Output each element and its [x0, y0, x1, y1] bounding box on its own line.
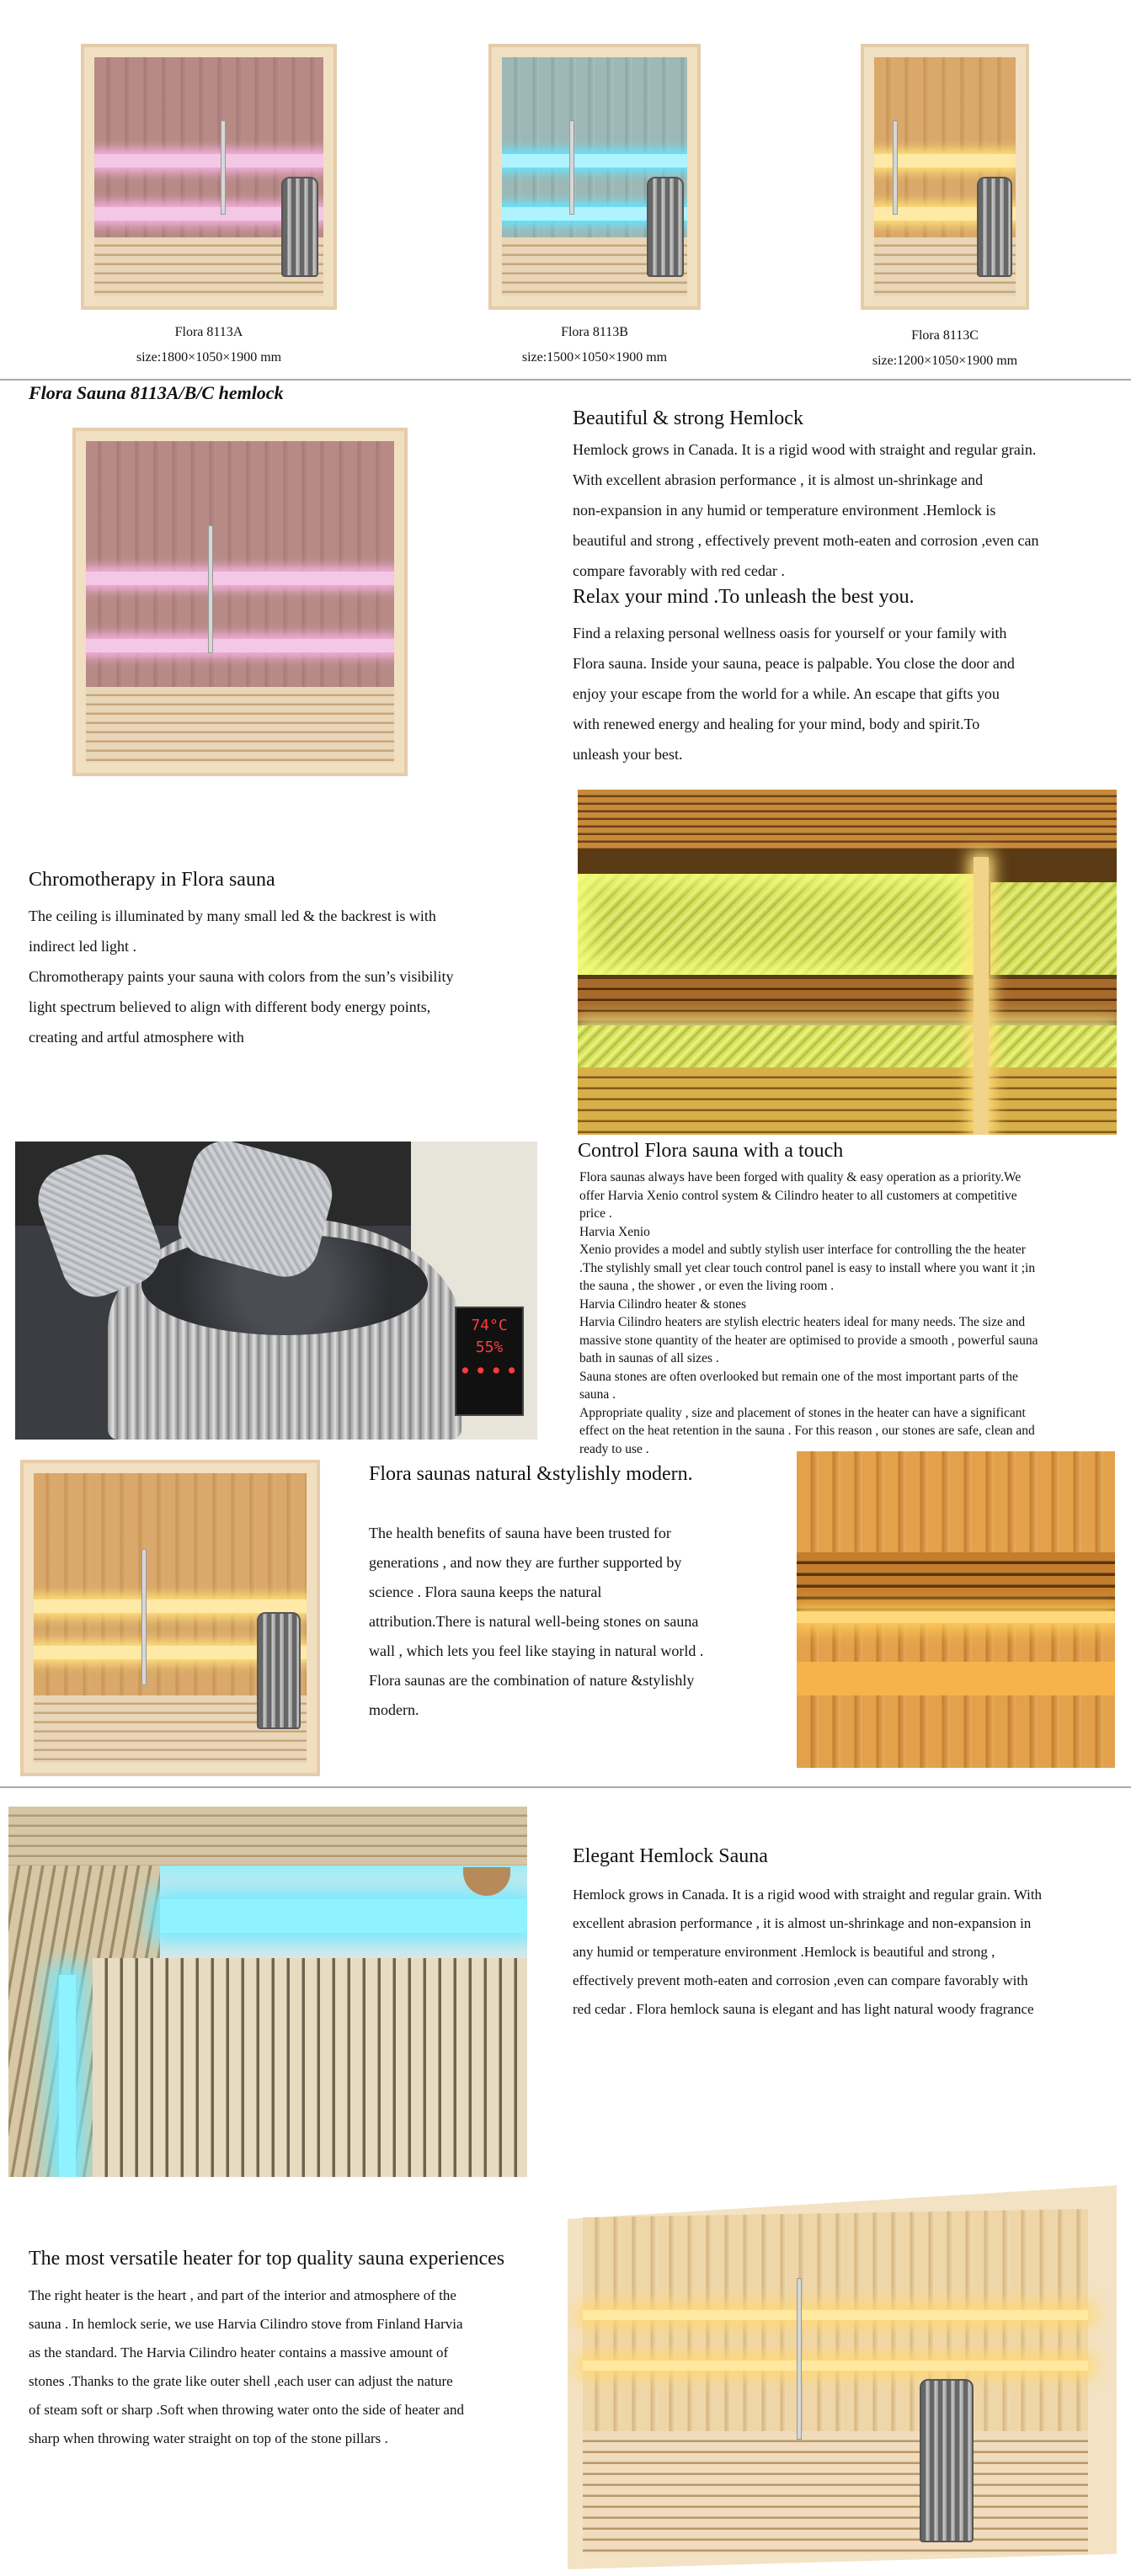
text-line: massive stone quantity of the heater are optimised to provide a smooth , powerful sauna [579, 1333, 1038, 1348]
text-line: with renewed energy and healing for your mind, body and spirit.To [573, 716, 980, 732]
sauna-image-natural [20, 1460, 320, 1776]
text-line: Flora sauna. Inside your sauna, peace is palpable. You close the door and [573, 655, 1015, 672]
text-line: sauna . In hemlock serie, we use Harvia Cilindro stove from Finland Harvia [29, 2316, 463, 2332]
xenio-control-panel: 74°C 55% ● ● ● ● [455, 1307, 524, 1416]
corner-sauna-image [568, 2169, 1117, 2569]
text-line: creating and artful atmosphere with [29, 1029, 244, 1046]
text-line: red cedar . Flora hemlock sauna is elegant and has light natural woody fragrance [573, 2001, 1034, 2017]
text-line: indirect led light . [29, 938, 136, 955]
chromotherapy-text [29, 901, 534, 1052]
section-divider [0, 379, 1131, 381]
model-size: size:1800×1050×1900 mm [136, 350, 282, 365]
natural-text [369, 1519, 790, 1725]
text-line: compare favorably with red cedar . [573, 562, 785, 579]
text-line: unleash your best. [573, 746, 683, 763]
text-line: Find a relaxing personal wellness oasis for yourself or your family with [573, 625, 1007, 641]
text-line: Appropriate quality , size and placement of stones in the heater can have a significant [579, 1405, 1026, 1420]
section-divider [0, 1786, 1131, 1788]
sauna-image-main [72, 428, 408, 776]
text-line: the sauna , the shower , or even the living room . [579, 1279, 835, 1293]
text-line: Hemlock grows in Canada. It is a rigid wood with straight and regular grain. [573, 441, 1037, 458]
text-line: Flora saunas always have been forged with quality & easy operation as a priority.We [579, 1170, 1022, 1184]
series-title: Flora Sauna 8113A/B/C hemlock [29, 382, 284, 403]
text-line: price . [579, 1206, 612, 1221]
text-line: Chromotherapy paints your sauna with colors from the sun’s visibility [29, 968, 454, 985]
text-line: as the standard. The Harvia Cilindro heater contains a massive amount of [29, 2344, 449, 2360]
text-line: Sauna stones are often overlooked but remain one of the most important parts of the [579, 1369, 1018, 1384]
text-line: bath in saunas of all sizes . [579, 1351, 719, 1365]
text-line: wall , which lets you feel like staying in natural world . [369, 1642, 704, 1659]
text-line: non-expansion in any humid or temperature environment .Hemlock is [573, 502, 996, 519]
text-line: .The stylishly small yet clear touch control panel is easy to install where you want it ;in [579, 1260, 1036, 1275]
text-line: excellent abrasion performance , it is almost un-shrinkage and non-expansion in [573, 1915, 1032, 1931]
corner-bench-photo [8, 1807, 527, 2177]
text-line: science . Flora sauna keeps the natural [369, 1583, 602, 1600]
control-heading: Control Flora sauna with a touch [578, 1140, 844, 1162]
hemlock-text [573, 434, 1120, 586]
text-line: light spectrum believed to align with different body energy points, [29, 998, 431, 1015]
text-line: The right heater is the heart , and part of the interior and atmosphere of the [29, 2287, 456, 2303]
model-size: size:1500×1050×1900 mm [521, 350, 668, 365]
text-line: Hemlock grows in Canada. It is a rigid wood with straight and regular grain. With [573, 1887, 1043, 1903]
warm-bench-photo [797, 1451, 1115, 1768]
sauna-image-8113a [81, 44, 337, 310]
text-line: stones .Thanks to the grate like outer shell ,each user can adjust the nature [29, 2373, 453, 2389]
text-line: The ceiling is illuminated by many small led & the backrest is with [29, 907, 436, 924]
text-line: Xenio provides a model and subtly stylish user interface for controlling the the heater [579, 1243, 1026, 1257]
relax-text [573, 618, 1120, 769]
chromotherapy-heading: Chromotherapy in Flora sauna [29, 869, 275, 891]
text-line: attribution.There is natural well-being stones on sauna [369, 1613, 699, 1630]
led-wall-photo [578, 790, 1117, 1135]
text-line: modern. [369, 1701, 419, 1718]
text-line: The health benefits of sauna have been trusted for [369, 1525, 671, 1541]
text-line: With excellent abrasion performance , it is almost un-shrinkage and [573, 471, 984, 488]
text-line: sauna . [579, 1387, 616, 1402]
control-text [579, 1168, 1127, 1458]
text-line: Harvia Xenio [579, 1224, 650, 1239]
text-line: of steam soft or sharp .Soft when throwing water onto the side of heater and [29, 2402, 464, 2418]
temperature-readout: 74°C [471, 1317, 508, 1334]
model-name: Flora 8113A [174, 325, 243, 339]
text-line: beautiful and strong , effectively prevent moth-eaten and corrosion ,even can [573, 532, 1039, 549]
sauna-image-8113c [861, 44, 1029, 310]
text-line: sharp when throwing water straight on top of the stone pillars . [29, 2430, 388, 2446]
heater-stones-photo [15, 1142, 537, 1440]
text-line: effectively prevent moth-eaten and corrosion ,even can compare favorably with [573, 1972, 1028, 1988]
model-name: Flora 8113B [561, 325, 628, 339]
text-line: Harvia Cilindro heaters are stylish electric heaters ideal for many needs. The size and [579, 1315, 1026, 1329]
natural-heading: Flora saunas natural &stylishly modern. [369, 1463, 693, 1485]
elegant-text [573, 1881, 1120, 2024]
relax-heading: Relax your mind .To unleash the best you. [573, 586, 915, 608]
elegant-heading: Elegant Hemlock Sauna [573, 1845, 768, 1867]
text-line: offer Harvia Xenio control system & Cilindro heater to all customers at competitive [579, 1188, 1017, 1203]
heater-heading: The most versatile heater for top quality sauna experiences [29, 2248, 505, 2270]
text-line: enjoy your escape from the world for a while. An escape that gifts you [573, 685, 1000, 702]
model-size: size:1200×1050×1900 mm [872, 354, 1018, 368]
text-line: effect on the heat retention in the sauna . For this reason , our stones are safe, clean and [579, 1424, 1035, 1438]
text-line: Flora saunas are the combination of nature &stylishly [369, 1672, 695, 1689]
text-line: Harvia Cilindro heater & stones [579, 1296, 747, 1312]
text-line: generations , and now they are further supported by [369, 1554, 682, 1571]
model-name: Flora 8113C [911, 328, 979, 343]
hemlock-heading: Beautiful & strong Hemlock [573, 407, 803, 429]
humidity-readout: 55% [475, 1339, 504, 1356]
text-line: any humid or temperature environment .Hemlock is beautiful and strong , [573, 1944, 995, 1960]
text-line: ready to use . [579, 1441, 649, 1456]
sauna-image-8113b [488, 44, 701, 310]
heater-text [29, 2281, 542, 2453]
